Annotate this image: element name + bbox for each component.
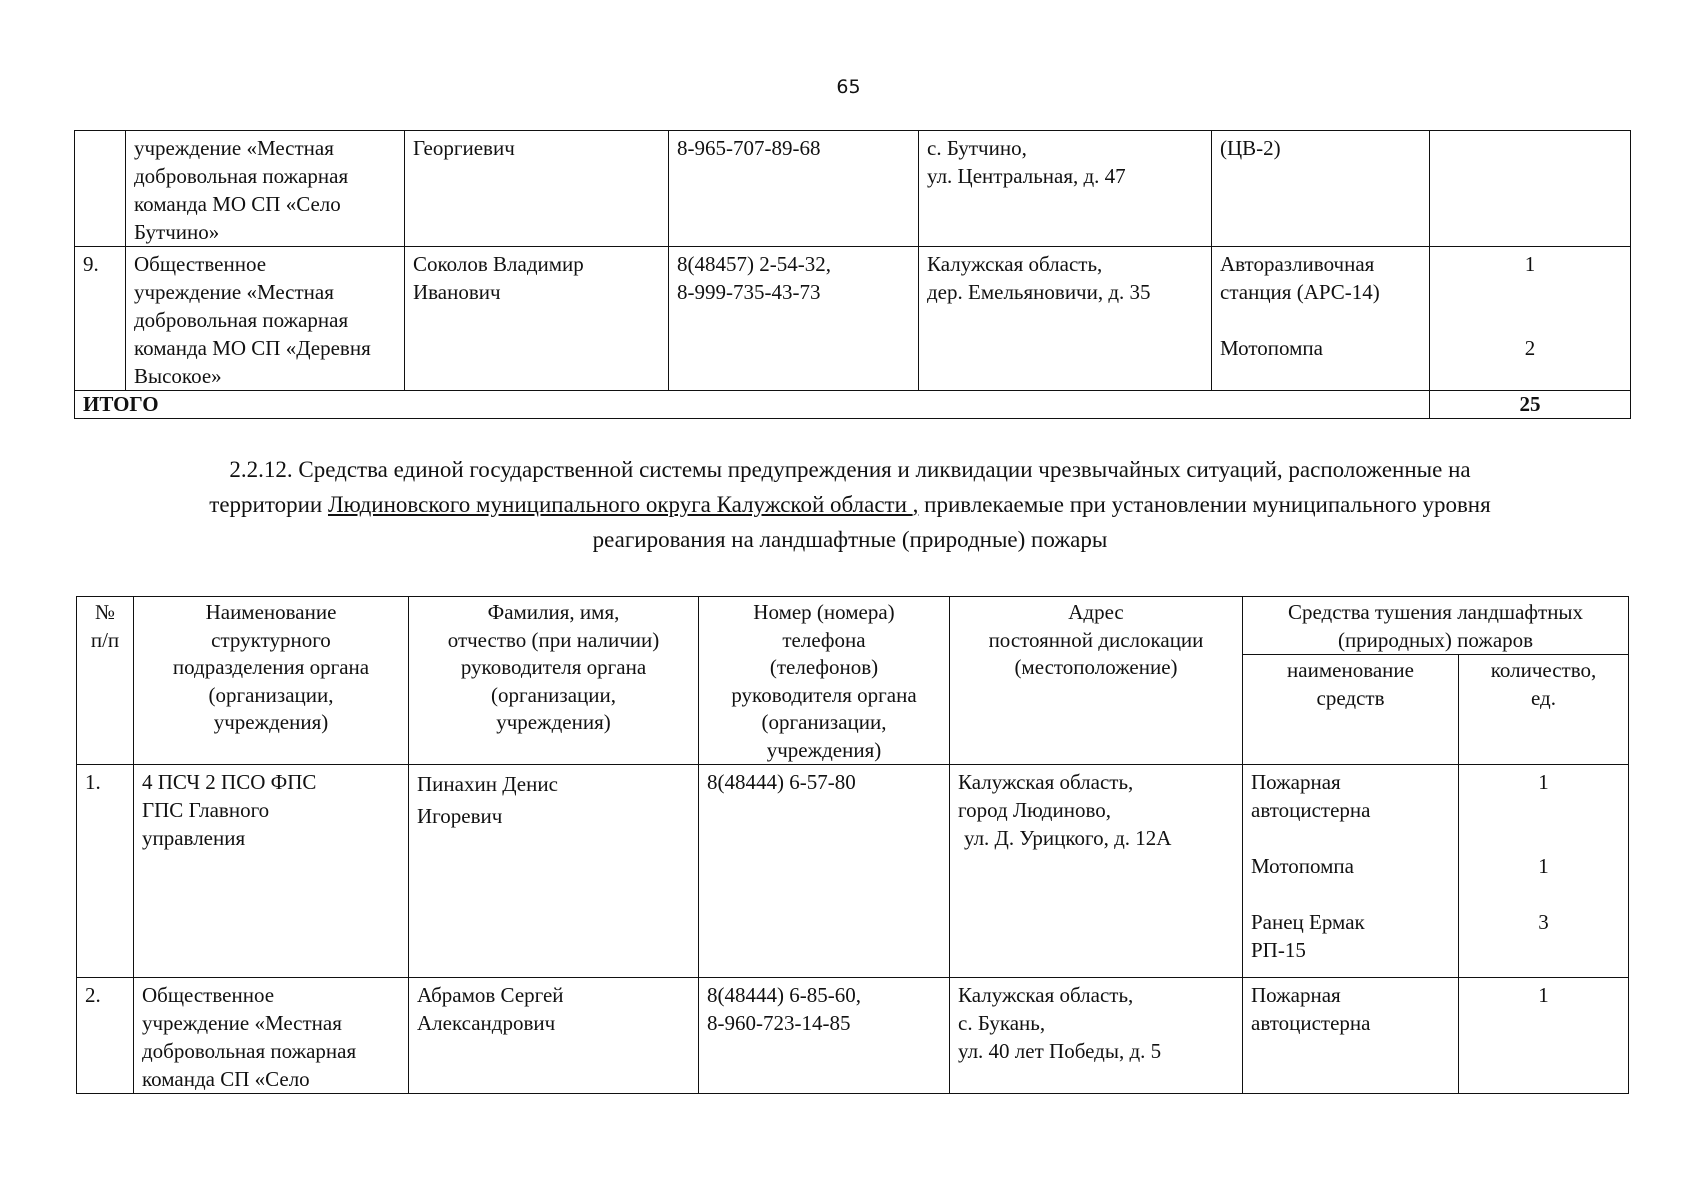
address: Калужская область, дер. Емельяновичи, д. 35 xyxy=(919,247,1212,391)
equipment-name: (ЦВ-2) xyxy=(1212,131,1430,247)
equipment-name: Пожарная автоцистерна Мотопомпа Ранец Ермак РП-15 xyxy=(1243,765,1459,978)
org-name: Общественное учреждение «Местная добровольная пожарная команда МО СП «Деревня Высокое» xyxy=(126,247,405,391)
bottom-table xyxy=(76,596,1629,1094)
equipment-name: Пожарная автоцистерна xyxy=(1243,978,1459,1094)
head-name: Соколов Владимир Иванович xyxy=(405,247,669,391)
row-number: 9. xyxy=(75,247,126,391)
total-label: ИТОГО xyxy=(75,391,1430,419)
phone: 8(48457) 2-54-32, 8-999-735-43-73 xyxy=(669,247,919,391)
header-equipment-qty: количество, ед. xyxy=(1459,655,1629,765)
equipment-qty xyxy=(1430,131,1631,247)
header-row xyxy=(77,597,1629,655)
phone: 8-965-707-89-68 xyxy=(669,131,919,247)
header-num: № п/п xyxy=(77,597,134,765)
header-address: Адрес постоянной дислокации (местоположение) xyxy=(950,597,1243,765)
address: Калужская область, с. Букань, ул. 40 лет Победы, д. 5 xyxy=(950,978,1243,1094)
page-number: 65 xyxy=(836,76,861,98)
phone: 8(48444) 6-57-80 xyxy=(699,765,950,978)
table-row xyxy=(75,247,1631,391)
total-row xyxy=(75,391,1631,419)
phone: 8(48444) 6-85-60, 8-960-723-14-85 xyxy=(699,978,950,1094)
table-row xyxy=(77,978,1629,1094)
org-name: учреждение «Местная добровольная пожарная команда МО СП «Село Бутчино» xyxy=(126,131,405,247)
address: с. Бутчино, ул. Центральная, д. 47 xyxy=(919,131,1212,247)
equipment-qty: 1 2 xyxy=(1430,247,1631,391)
equipment-qty: 1 xyxy=(1459,978,1629,1094)
total-value: 25 xyxy=(1430,391,1631,419)
address: Калужская область, город Людиново, ул. Д. Урицкого, д. 12А xyxy=(950,765,1243,978)
org-name: Общественное учреждение «Местная добровольная пожарная команда СП «Село xyxy=(134,978,409,1094)
head-name: Георгиевич xyxy=(405,131,669,247)
top-table xyxy=(74,130,1631,419)
table-row xyxy=(75,131,1631,247)
header-equipment-name: наименование средств xyxy=(1243,655,1459,765)
header-head: Фамилия, имя, отчество (при наличии) руководителя органа (организации, учреждения) xyxy=(409,597,699,765)
org-name: 4 ПСЧ 2 ПСО ФПС ГПС Главного управления xyxy=(134,765,409,978)
section-title: 2.2.12. Средства единой государственной системы предупреждения и ликвидации чрезвычайных ситуаций, расположенные на территории Людиновского муниципального округа Калужской области , привлекаемые при установлении муниципального уровня реагирования на ландшафтные (природные) пожары xyxy=(209,457,1491,552)
head-name: Абрамов Сергей Александрович xyxy=(409,978,699,1094)
row-number xyxy=(75,131,126,247)
header-phone: Номер (номера) телефона (телефонов) руководителя органа (организации, учреждения) xyxy=(699,597,950,765)
table-row xyxy=(77,765,1629,978)
equipment-qty: 1 1 3 xyxy=(1459,765,1629,978)
head-name: Пинахин Денис Игоревич xyxy=(409,765,699,978)
header-org: Наименование структурного подразделения органа (организации, учреждения) xyxy=(134,597,409,765)
equipment-name: Авторазливочная станция (АРС-14) Мотопомпа xyxy=(1212,247,1430,391)
row-number: 1. xyxy=(77,765,134,978)
header-equipment-group: Средства тушения ландшафтных (природных) пожаров xyxy=(1243,597,1629,655)
row-number: 2. xyxy=(77,978,134,1094)
